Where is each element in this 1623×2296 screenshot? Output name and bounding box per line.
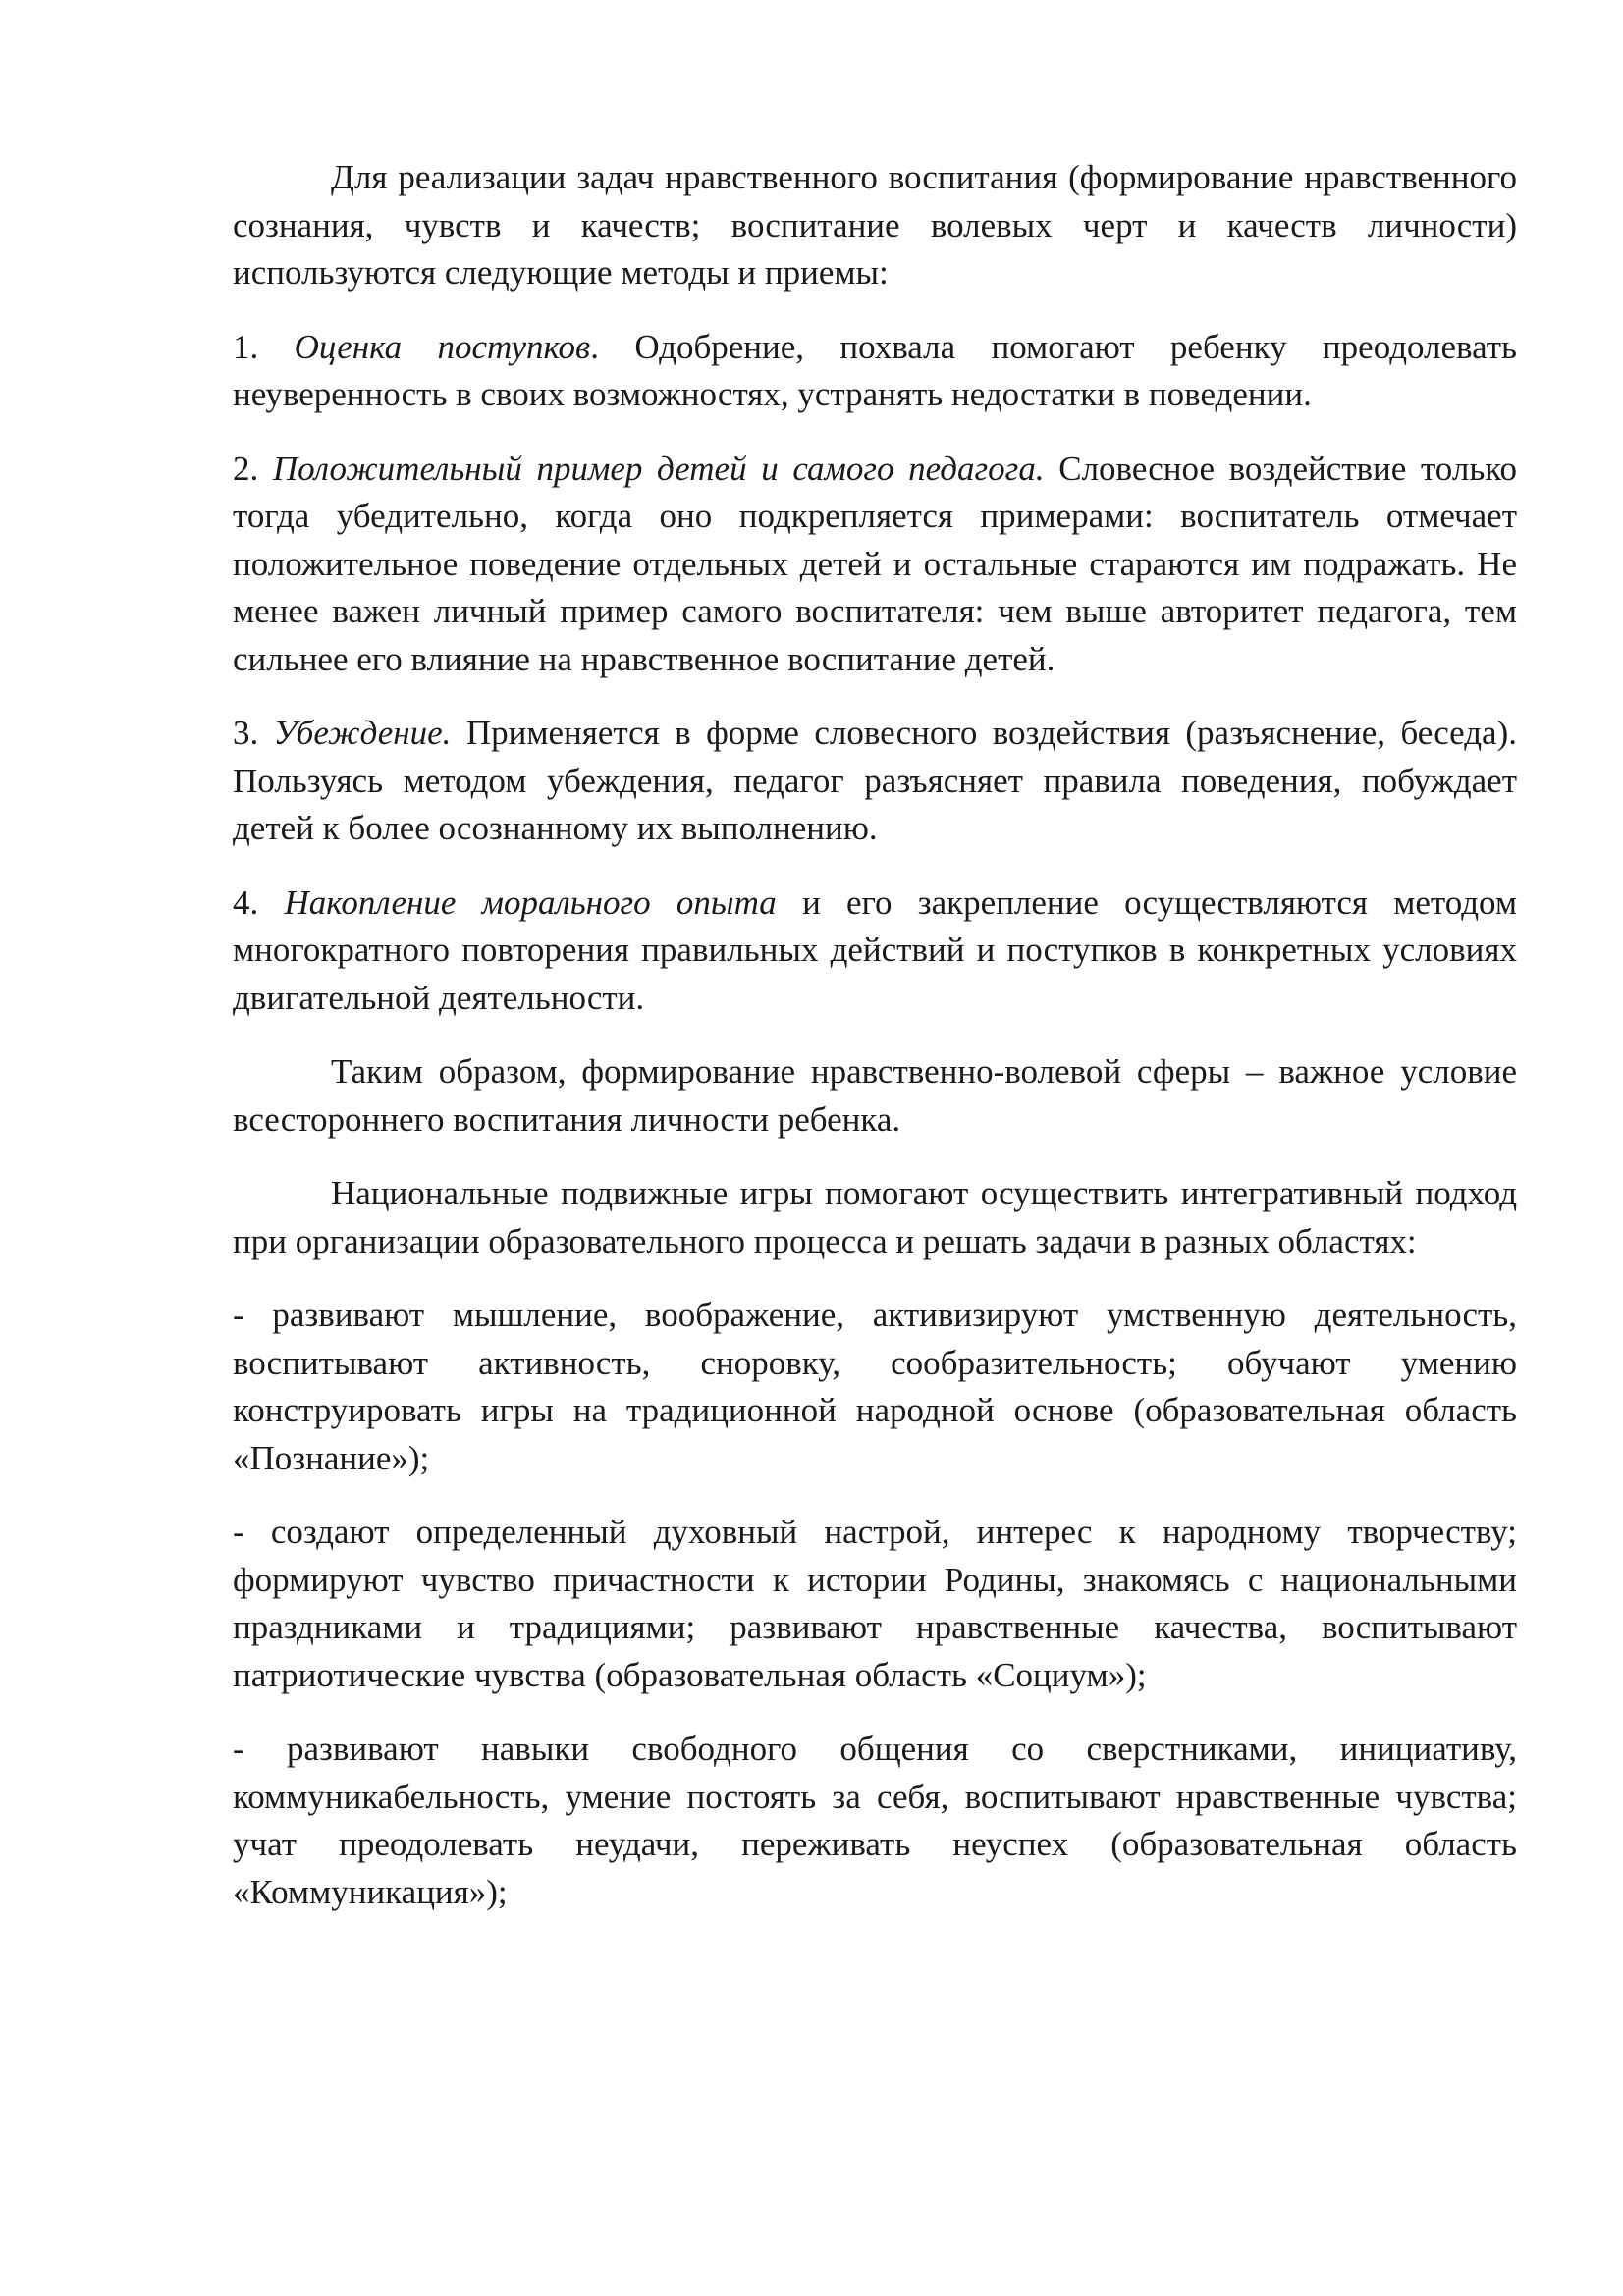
method-term: Положительный пример детей и самого педагога. bbox=[272, 449, 1045, 488]
method-item-4 bbox=[233, 880, 1517, 1023]
document-page bbox=[233, 154, 1517, 1943]
method-text: и его закрепление осуществляются методом многократного повторения правильных действий и поступков в конкретных условиях двигательной деятельности. bbox=[233, 882, 1517, 1017]
method-item-1 bbox=[233, 324, 1517, 419]
method-text: Применяется в форме словесного воздействия (разъяснение, беседа). Пользуясь методом убеждения, педагог разъясняет правила поведения, побуждает детей к более осознанному их выполнению. bbox=[233, 714, 1517, 847]
conclusion-paragraph: Таким образом, формирование нравственно-волевой сферы – важное условие всестороннего воспитания личности ребенка. bbox=[233, 1052, 1517, 1139]
method-text: . Одобрение, похвала помогают ребенку преодолевать неуверенность в своих возможностях, устранять недостатки в поведении. bbox=[233, 327, 1517, 413]
method-number: 3. bbox=[233, 714, 259, 752]
method-term: Оценка поступков bbox=[294, 327, 591, 366]
method-number: 2. bbox=[233, 449, 259, 488]
method-number: 1. bbox=[233, 327, 259, 366]
method-item-2 bbox=[233, 446, 1517, 684]
bullet-item-1: - развивают мышление, воображение, активизируют умственную деятельность, воспитывают активность, сноровку, сообразительность; обучают умению конструировать игры на традиционной народной основе (образовательная область «Познание»); bbox=[233, 1296, 1517, 1477]
method-item-3 bbox=[233, 710, 1517, 853]
games-intro-paragraph: Национальные подвижные игры помогают осуществить интегративный подход при организации образовательного процесса и решать задачи в разных областях: bbox=[233, 1174, 1517, 1260]
method-number: 4. bbox=[233, 882, 259, 922]
method-text: Словесное воздействие только тогда убедительно, когда оно подкрепляется примерами: воспитатель отмечает положительное поведение отдельных детей и остальные стараются им подражать. Не менее важен личный пример самого воспитателя: чем выше авторитет педагога, тем сильнее его влияние на нравственное воспитание детей. bbox=[233, 449, 1518, 678]
intro-paragraph: Для реализации задач нравственного воспитания (формирование нравственного сознания, чувств и качеств; воспитание волевых черт и качеств личности) используются следующие методы и приемы: bbox=[233, 158, 1517, 292]
bullet-item-3: - развивают навыки свободного общения со сверстниками, инициативу, коммуникабельность, умение постоять за себя, воспитывают нравственные чувства; учат преодолевать неудачи, переживать неуспех (образовательная область «Коммуникация»); bbox=[233, 1730, 1517, 1911]
method-term: Убеждение. bbox=[273, 714, 452, 752]
method-term: Накопление морального опыта bbox=[284, 882, 777, 922]
bullet-item-2: - создают определенный духовный настрой, интерес к народному творчеству; формируют чувство причастности к истории Родины, знакомясь с национальными праздниками и традициями; развивают нравственные качества, воспитывают патриотические чувства (образовательная область «Социум»); bbox=[233, 1513, 1517, 1694]
